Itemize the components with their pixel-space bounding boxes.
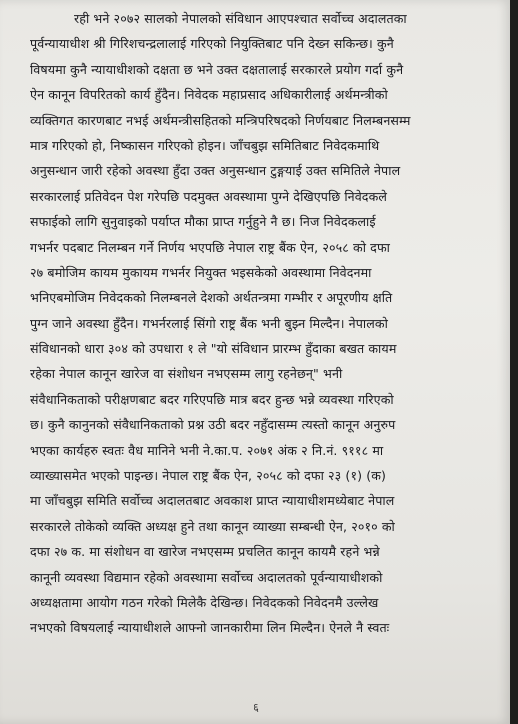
text-line: दफा २७ क. मा संशोधन वा खारेज नभएसम्म प्रचलित कानून कायमै रहने भन्ने: [30, 544, 380, 560]
text-line: छ। कुनै कानुनको संवैधानिकताको प्रश्न उठी बदर नहुँदासम्म त्यस्तो कानून अनुरुप: [30, 417, 396, 433]
text-line: संवैधानिकताको परीक्षणबाट बदर गरिएपछि मात्र बदर हुन्छ भन्ने व्यवस्था गरिएको: [30, 391, 394, 407]
text-line: पूर्वन्यायाधीश श्री गिरिशचन्द्रलालाई गरिएको नियुक्तिबाट पनि देख्न सकिन्छ। कुनै: [30, 36, 394, 52]
text-line: भनिएबमोजिम निवेदकको निलम्बनले देशको अर्थतन्त्रमा गम्भीर र अपूरणीय क्षति: [30, 290, 393, 306]
text-line: २७ बमोजिम कायम मुकायम गभर्नर नियुक्त भइसकेको अवस्थामा निवेदनमा: [30, 264, 372, 280]
page-number: ६: [253, 701, 259, 714]
text-line: सरकारले तोकेको व्यक्ति अध्यक्ष हुने तथा कानून व्याख्या सम्बन्धी ऐन, २०१० को: [30, 518, 395, 534]
text-line: नभएको विषयलाई न्यायाधीशले आफ्नो जानकारीमा लिन मिल्दैन। ऐनले नै स्वतः: [30, 620, 390, 636]
text-line: व्याख्यासमेत भएको पाइन्छ। नेपाल राष्ट्र बैंक ऐन, २०५८ को दफा २३ (१) (क): [30, 468, 387, 484]
document-body: [30, 6, 498, 641]
text-line: कानूनी व्यवस्था विद्यमान रहेको अवस्थामा सर्वोच्च अदालतको पूर्वन्यायाधीशको: [30, 569, 383, 585]
text-line: भएका कार्यहरु स्वतः वैध मानिने भनी ने.का.प. २०७१ अंक २ नि.नं. ९११८ मा: [30, 442, 384, 458]
text-line: व्यक्तिगत कारणबाट नभई अर्थमन्त्रीसहितको मन्त्रिपरिषदको निर्णयबाट निलम्बनसम्म: [30, 112, 411, 128]
text-line: गभर्नर पदबाट निलम्बन गर्ने निर्णय भएपछि नेपाल राष्ट्र बैंक ऐन, २०५८ को दफा: [30, 239, 391, 255]
text-line: रही भने २०७२ सालको नेपालको संविधान आएपश्चात सर्वोच्च अदालतका: [74, 11, 407, 26]
text-line: पुग्न जाने अवस्था हुँदैन। गभर्नरलाई सिंगो राष्ट्र बैंक भनी बुझ्न मिल्दैन। नेपालको: [30, 315, 388, 331]
text-line: अनुसन्धान जारी रहेको अवस्था हुँदा उक्त अनुसन्धान टुङ्गयाई उक्त समितिले नेपाल: [30, 163, 401, 179]
text-line: रहेका नेपाल कानून खारेज वा संशोधन नभएसम्म लागु रहनेछन्" भनी: [30, 366, 343, 382]
text-line: सफाईको लागि सुनुवाइको पर्याप्त मौका प्राप्त गर्नुहुने नै छ। निज निवेदकलाई: [30, 214, 376, 230]
text-line: मा जाँचबुझ समिति सर्वोच्च अदालतबाट अवकाश प्राप्त न्यायाधीशमध्येबाट नेपाल: [30, 493, 395, 509]
text-line: ऐन कानून विपरितको कार्य हुँदैन। निवेदक महाप्रसाद अधिकारीलाई अर्थमन्त्रीको: [30, 87, 388, 103]
text-line: विषयमा कुनै न्यायाधीशको दक्षता छ भने उक्त दक्षतालाई सरकारले प्रयोग गर्दा कुनै: [30, 61, 404, 77]
page-edge-shadow: [510, 0, 518, 724]
text-line: मात्र गरिएको हो, निष्कासन गरिएको होइन। जाँचबुझ समितिबाट निवेदकमाथि: [30, 137, 380, 153]
text-line: संविधानको धारा ३०४ को उपधारा १ ले "यो संविधान प्रारम्भ हुँदाका बखत कायम: [30, 341, 397, 357]
text-line: सरकारलाई प्रतिवेदन पेश गरेपछि पदमुक्त अवस्थामा पुग्ने देखिएपछि निवेदकले: [30, 188, 388, 204]
text-line: अध्यक्षतामा आयोग गठन गरेको मिलेकै देखिन्छ। निवेदकको निवेदनमै उल्लेख: [30, 594, 379, 610]
